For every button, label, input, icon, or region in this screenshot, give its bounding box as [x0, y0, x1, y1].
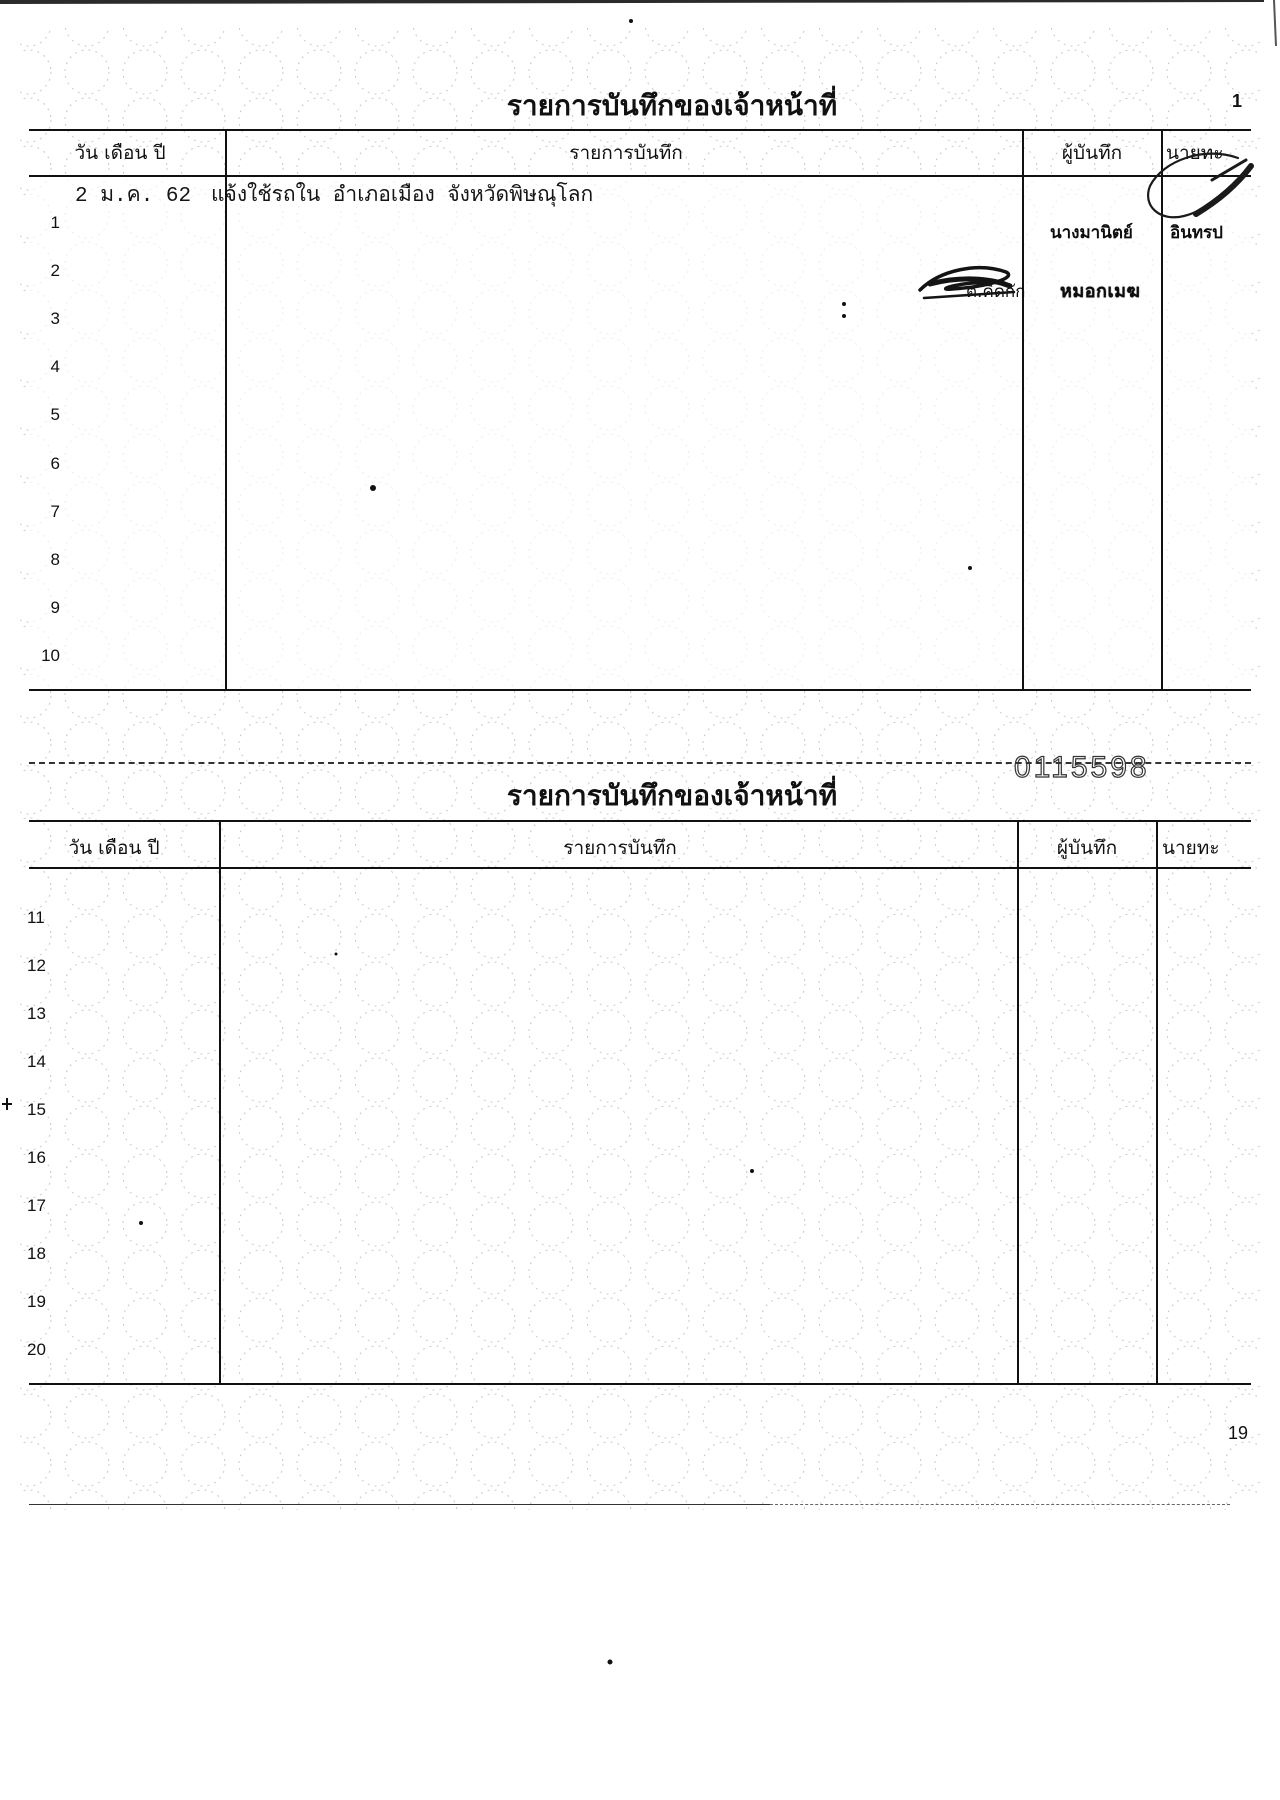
row-number: 14	[27, 1052, 46, 1071]
header-recorder: ผู้บันทึก	[1056, 837, 1118, 859]
section-2-title: รายการบันทึกของเจ้าหน้าที่	[506, 779, 838, 812]
header-registrar: นายทะ	[1162, 837, 1220, 859]
table-2-column-divider	[1017, 821, 1019, 1384]
table-1-header-divider	[29, 175, 1251, 177]
row-number: 8	[50, 549, 60, 569]
table-1-top-border	[29, 129, 1251, 131]
header-date: วัน เดือน ปี	[74, 142, 166, 164]
table-1-bottom-border	[29, 689, 1251, 691]
entry-text: แจ้งใช้รถใน อำเภอเมือง จังหวัดพิษณุโลก	[211, 185, 594, 208]
row-number: 20	[27, 1340, 46, 1359]
bottom-rule-dashed	[770, 1504, 1230, 1505]
registrar-stamp-surname: หมอกเมฆ	[1060, 281, 1141, 302]
recorder-stamp-name: นางมานิตย์	[1050, 223, 1133, 243]
row-number: 12	[27, 956, 46, 975]
row-number: 4	[50, 357, 60, 377]
row-number: 15	[27, 1100, 46, 1119]
table-2-column-divider	[219, 821, 221, 1384]
table-1-column-divider	[225, 130, 227, 690]
row-number: 13	[27, 1004, 46, 1023]
table-1-column-divider	[1022, 130, 1024, 690]
row-number: 5	[50, 405, 60, 425]
row-number: 16	[27, 1148, 46, 1167]
row-number: 2	[50, 261, 60, 281]
header-entry: รายการบันทึก	[563, 837, 677, 859]
table-2-bottom-border	[29, 1383, 1251, 1385]
page-marker-bottom: 19	[1228, 1423, 1249, 1443]
entry-date: 2 ม.ค. 62	[75, 185, 192, 208]
header-registrar: นายทะ	[1166, 142, 1224, 164]
recorder-stamp-surname: อินทรป	[1170, 223, 1223, 243]
page-marker-top: 1	[1232, 91, 1243, 111]
row-number: 6	[50, 453, 60, 473]
header-entry: รายการบันทึก	[569, 142, 683, 164]
registrar-stamp-name: ต.คิดกัก	[966, 282, 1026, 302]
row-number: 19	[27, 1292, 46, 1311]
section-1-title: รายการบันทึกของเจ้าหน้าที่	[506, 89, 838, 122]
serial-number: 0115598	[1014, 752, 1150, 784]
header-recorder: ผู้บันทึก	[1061, 142, 1123, 164]
table-2-header-divider	[29, 867, 1251, 869]
row-number: 11	[27, 908, 45, 927]
row-number: 17	[27, 1196, 46, 1215]
row-number: 10	[41, 645, 60, 665]
table-1-column-divider	[1161, 130, 1163, 690]
bottom-rule	[29, 1504, 770, 1505]
row-number: 3	[50, 309, 60, 329]
row-number: 7	[50, 501, 60, 521]
table-2-column-divider	[1156, 821, 1158, 1384]
header-date: วัน เดือน ปี	[68, 837, 160, 859]
row-number: 9	[50, 597, 60, 617]
table-2-top-border	[29, 820, 1251, 822]
row-number: 18	[27, 1244, 46, 1263]
row-number: 1	[50, 213, 60, 232]
